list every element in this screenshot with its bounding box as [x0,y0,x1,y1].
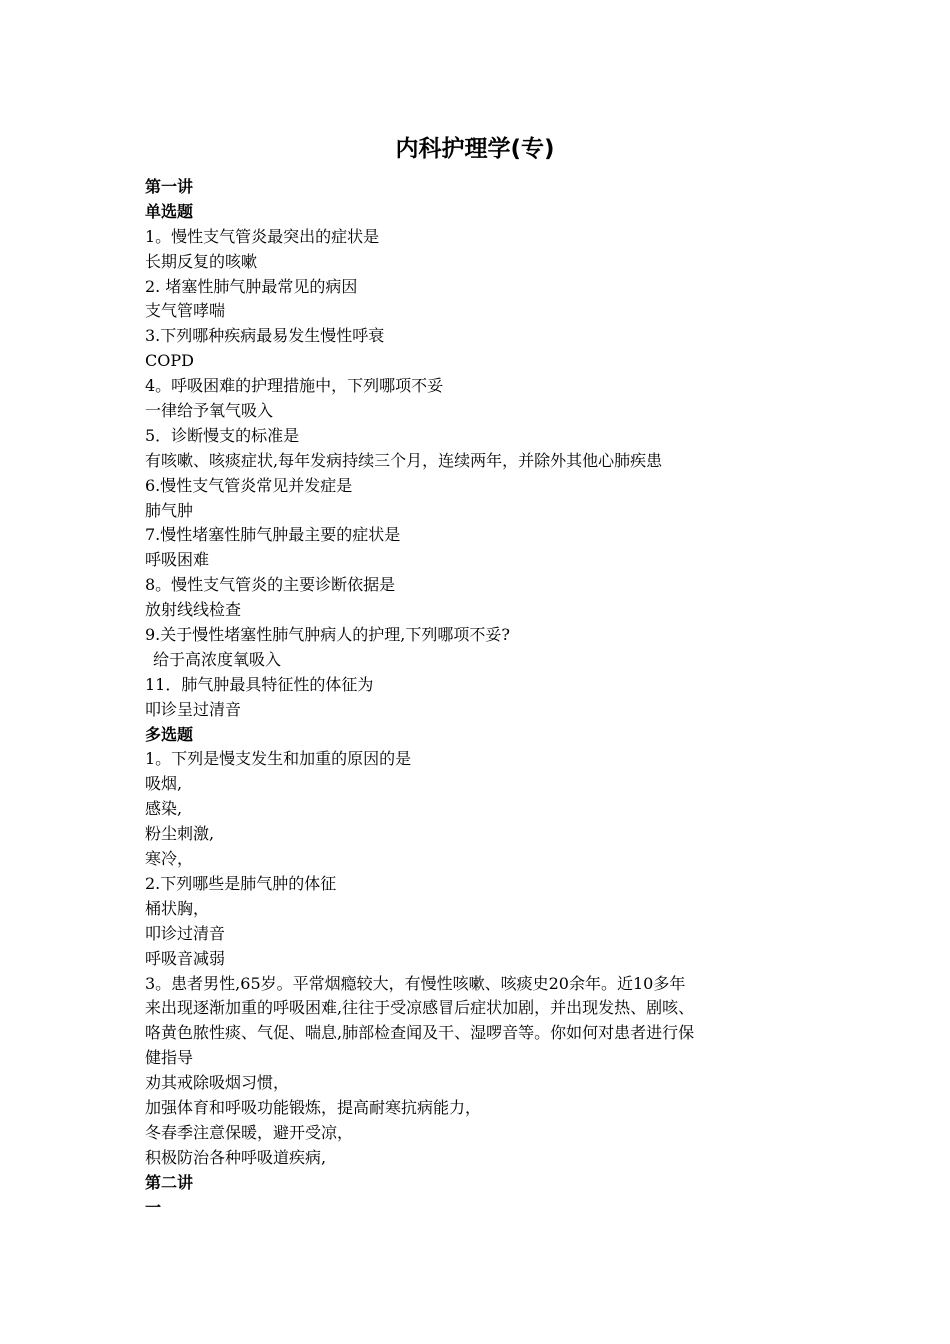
answer-line: COPD [145,351,194,371]
answer-line: 呼吸音减弱 [145,948,226,968]
question-line: 来出现逐渐加重的呼吸困难,往往于受凉感冒后症状加剧，并出现发热、剧咳、 [145,998,695,1018]
document-title: 内科护理学(专) [395,136,555,162]
question-line: 7.慢性堵塞性肺气肿最主要的症状是 [145,525,401,545]
question-line: 6.慢性支气管炎常见并发症是 [145,475,353,495]
answer-line: 粉尘刺激, [145,824,215,844]
answer-line: 有咳嗽、咳痰症状,每年发病持续三个月，连续两年，并除外其他心肺疾患 [145,450,663,470]
question-line: 3.下列哪种疾病最易发生慢性呼衰 [145,326,385,346]
answer-line: 加强体育和呼吸功能锻炼，提高耐寒抗病能力， [145,1097,482,1117]
question-line: 4。呼吸困难的护理措施中，下列哪项不妥 [145,376,444,396]
answer-line: 积极防治各种呼吸道疾病, [145,1147,327,1167]
answer-line: 给于高浓度氧吸入 [153,649,282,669]
answer-line: 长期反复的咳嗽 [145,251,258,271]
question-line: 2. 堵塞性肺气肿最常见的病因 [145,276,358,296]
question-line: 1。慢性支气管炎最突出的症状是 [145,226,380,246]
answer-line: 肺气肿 [145,500,194,520]
question-line: 8。慢性支气管炎的主要诊断依据是 [145,575,396,595]
question-line: 1。下列是慢支发生和加重的原因的是 [145,749,412,769]
question-line: 9.关于慢性堵塞性肺气肿病人的护理,下列哪项不妥? [145,625,510,645]
document-body [145,175,815,1220]
answer-line: 叩诊呈过清音 [145,699,242,719]
question-line: 5．诊断慢支的标准是 [145,425,300,445]
answer-line: 放射线线检查 [145,600,242,620]
answer-line: 劝其戒除吸烟习惯， [145,1073,290,1093]
section-heading: 一 [145,1197,162,1217]
question-line: 3。患者男性,65岁。平常烟瘾较大，有慢性咳嗽、咳痰史20余年。近10多年 [145,973,686,993]
answer-line: 吸烟, [145,774,183,794]
question-line: 11．肺气肿最具特征性的体征为 [145,674,374,694]
section-heading: 多选题 [145,724,194,744]
section-heading: 第二讲 [145,1172,194,1192]
answer-line: 叩诊过清音 [145,923,226,943]
answer-line: 一律给予氧气吸入 [145,401,274,421]
answer-line: 寒冷， [145,849,194,869]
question-line: 健指导 [145,1048,194,1068]
section-heading: 单选题 [145,201,194,221]
section-heading: 第一讲 [145,177,194,196]
answer-line: 感染, [145,799,183,819]
answer-line: 支气管哮喘 [145,301,226,321]
answer-line: 冬春季注意保暖，避开受凉， [145,1122,354,1142]
answer-line: 呼吸困难 [145,550,210,570]
answer-line: 桶状胸， [145,898,210,918]
question-line: 咯黄色脓性痰、气促、喘息,肺部检查闻及干、湿啰音等。你如何对患者进行保 [145,1023,695,1043]
question-line: 2.下列哪些是肺气肿的体征 [145,873,337,893]
